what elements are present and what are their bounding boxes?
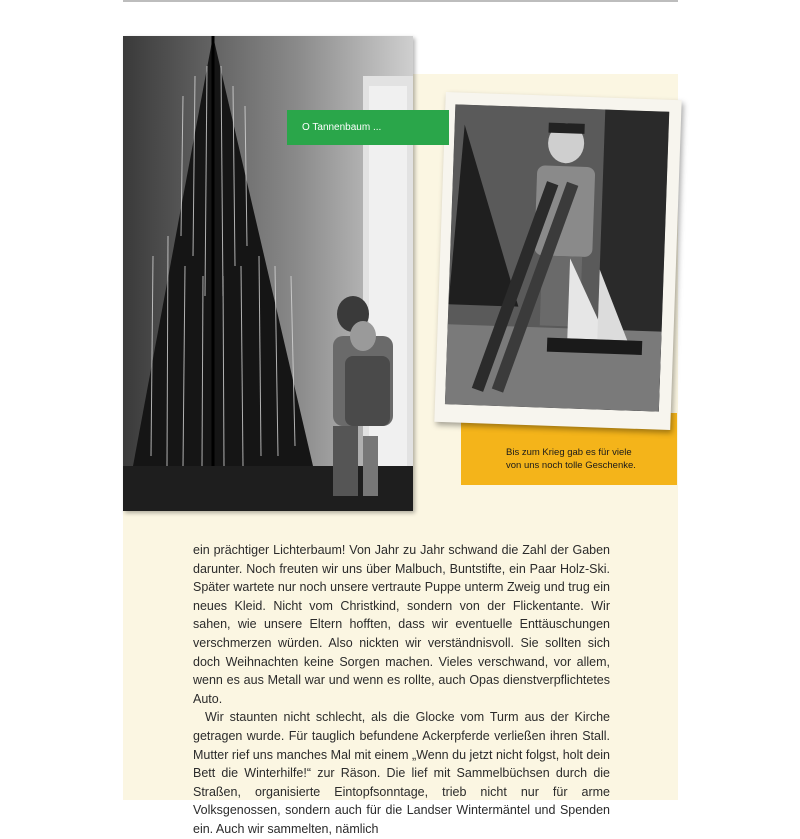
boy-with-skis-photo-image (445, 104, 669, 411)
photo-caption (506, 446, 671, 472)
top-rule (123, 0, 678, 2)
paragraph-1: ein prächtiger Lichterbaum! Von Jahr zu Jahr schwand die Zahl der Gaben darunter. Noch freuten wir uns über Malbuch, Buntstifte, ein Paar Holz-Ski. Später wartete nur noch unsere vertraute Puppe unterm Zweig und trug ein neues Kleid. Nicht vom Christkind, sondern von der Flickentante. Wir sahen, wie unsere Eltern hofften, dass wir eventuelle Enttäuschungen verschmerzen würden. Also nickten wir verständnisvoll. Sie sollten sich doch Weihnachten keine Sorgen machen. Vieles verschwand, vor allem, wenn es aus Metall war und wenn es rollte, auch Opas dienstverpflichtetes Auto. (193, 543, 610, 706)
boy-with-skis-photo (434, 92, 681, 430)
photo-caption-line-1: Bis zum Krieg gab es für viele (506, 447, 632, 458)
paragraph-2: Wir staunten nicht schlecht, als die Glocke vom Turm aus der Kirche getragen wurde. Für tauglich befundene Ackerpferde verließen ihren Stall. Mutter rief uns manches Mal mit einem „Wenn du jetzt nicht folgst, holt dein Bett die Winterhilfe!“ zur Räson. Die lief mit Sammelbüchsen durch die Straßen, organisierte Eintopfsonntage, trieb nicht nur für arme Volksgenossen, sondern auch für die Landser Wintermäntel und Spenden ein. Auch wir sammelten, nämlich (193, 710, 610, 836)
photo-caption-line-2: von uns noch tolle Geschenke. (506, 460, 636, 471)
christmas-tree-photo-drawing (123, 36, 413, 511)
photo-label: O Tannenbaum ... (287, 110, 449, 145)
boy-with-skis-drawing (445, 104, 669, 411)
christmas-tree-photo (123, 36, 413, 511)
body-text (193, 541, 610, 839)
